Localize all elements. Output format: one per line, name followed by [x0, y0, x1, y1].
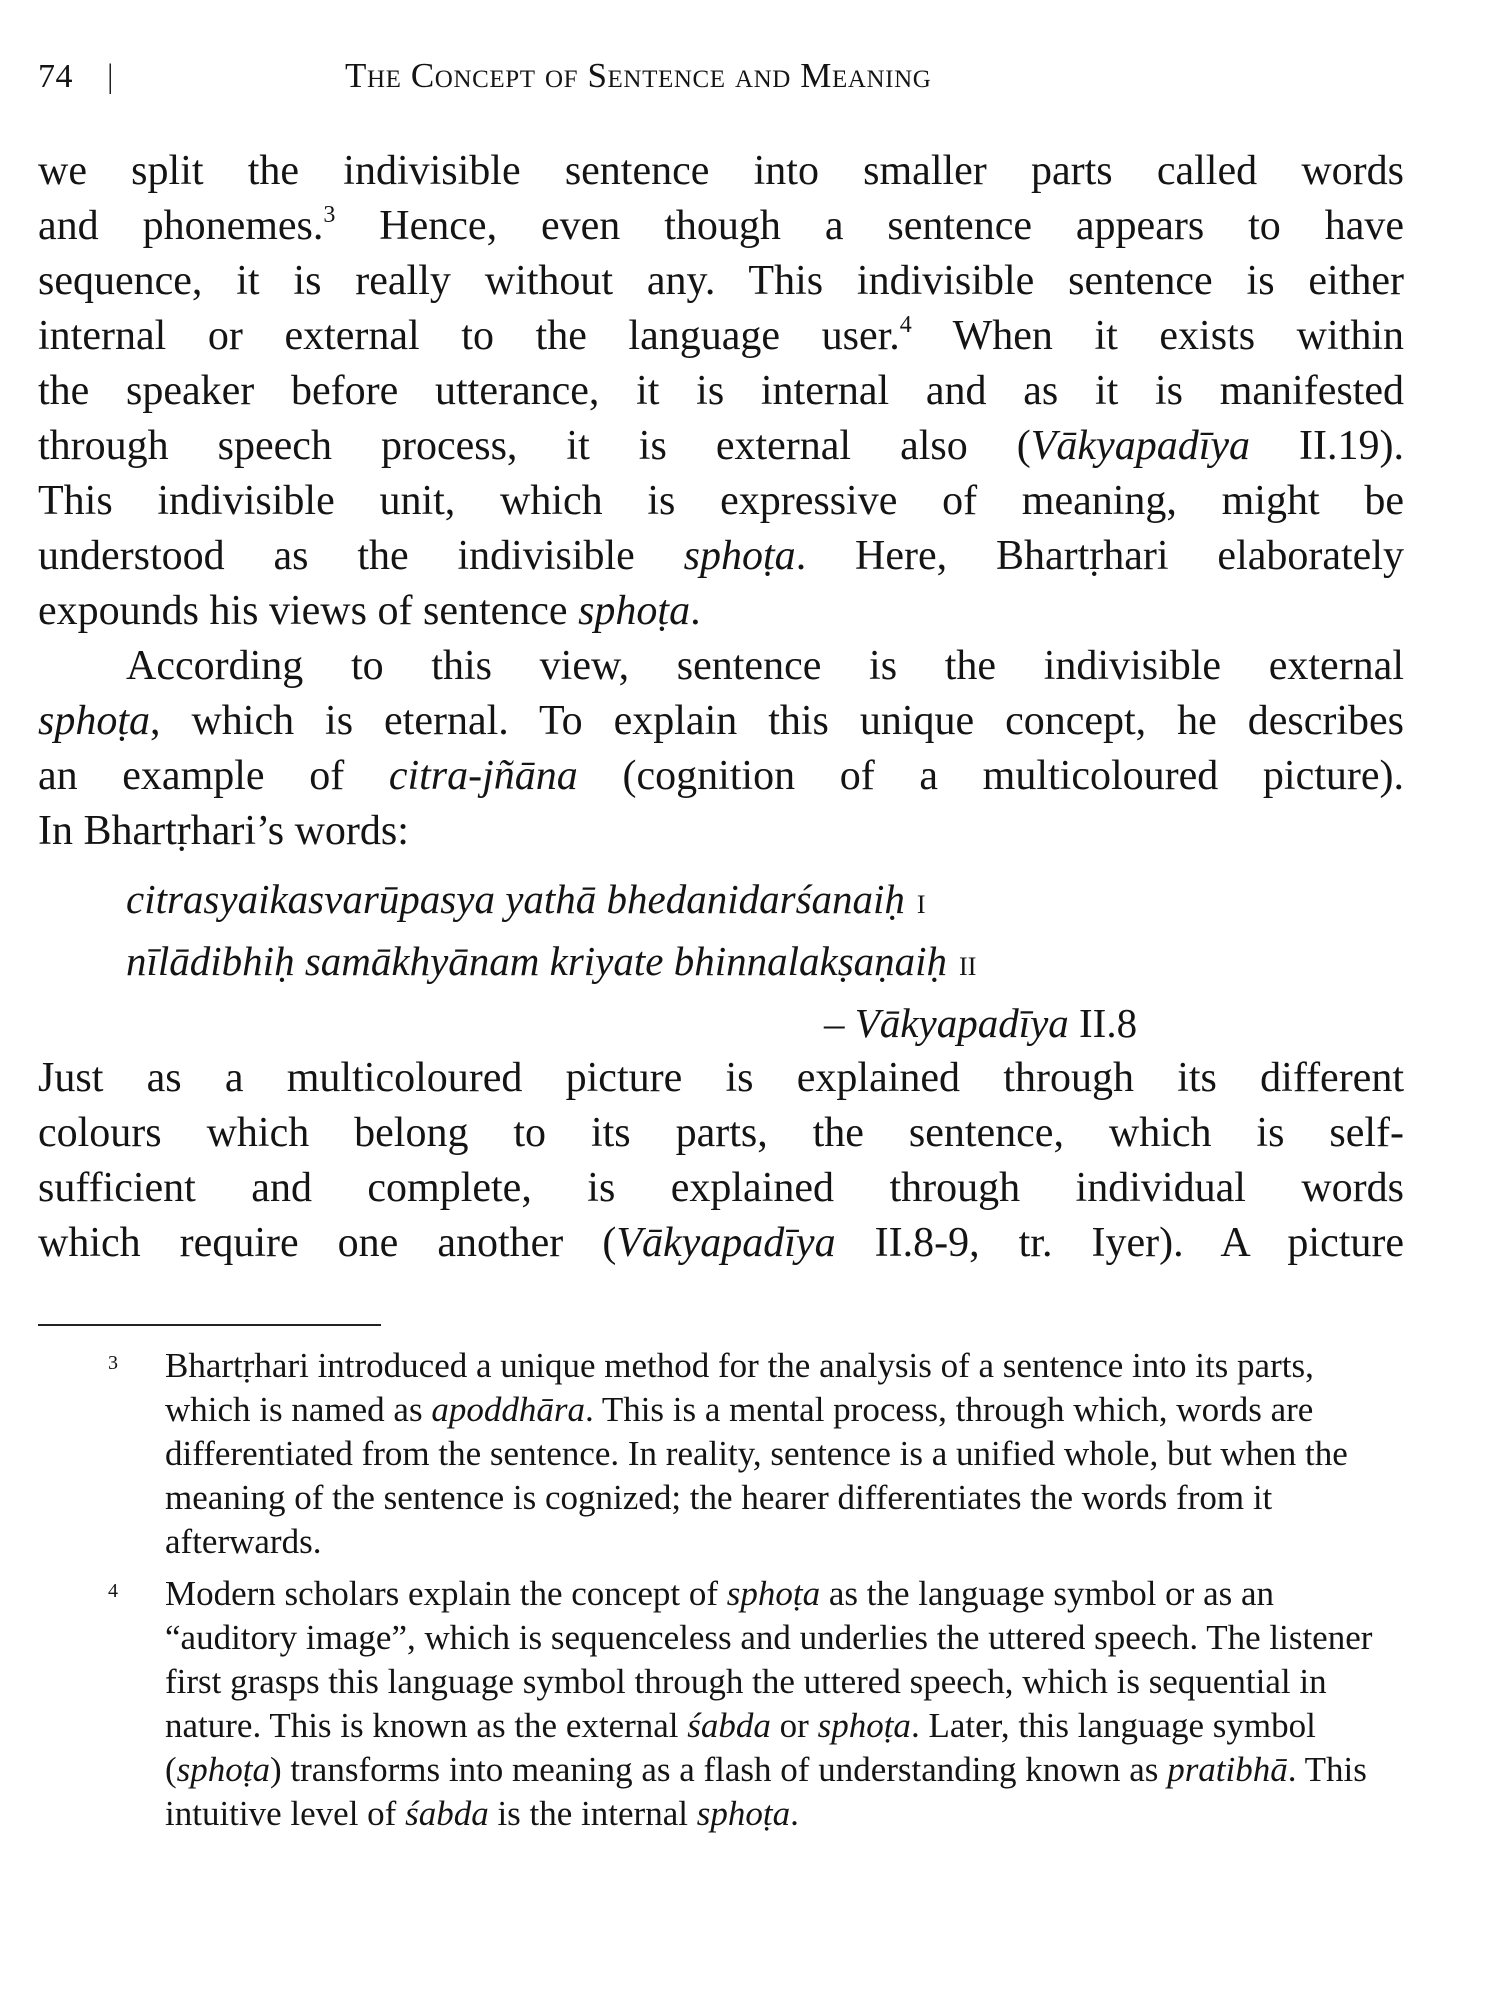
sanskrit-verse — [38, 871, 1404, 1051]
text-line: we split the indivisible sentence into smaller parts called words — [38, 148, 1404, 194]
main-text — [38, 144, 1404, 1271]
footnote-text: Bhartṛhari introduced a unique method for the analysis of a sentence into its parts, which is named as apoddhāra. This is a mental process, through which, words are differentiated from the sentence. In reality, sentence is a unified whole, but when the meaning of the sentence is cognized; the hearer differentiates the words from it afterwards. — [165, 1346, 1348, 1561]
text-line: through speech process, it is external also (Vākyapadīya II.19). — [38, 423, 1404, 469]
paragraph-1 — [38, 144, 1404, 639]
text-line: the speaker before utterance, it is internal and as it is manifested — [38, 368, 1404, 414]
verse-line-2: nīlādibhiḥ samākhyānam kriyate bhinnalakṣaṇaiḥ II — [126, 938, 977, 984]
paragraph-2 — [38, 639, 1404, 859]
text-line: understood as the indivisible sphoṭa. Here, Bhartṛhari elaborately — [38, 533, 1404, 579]
chapter-running-title: The Concept of Sentence and Meaning — [345, 56, 932, 95]
header-separator: | — [108, 58, 113, 95]
text-line: sufficient and complete, is explained through individual words — [38, 1165, 1404, 1211]
footnote-3 — [38, 1344, 1404, 1564]
footnote-number: 3 — [108, 1352, 118, 1374]
text-line: an example of citra-jñāna (cognition of a multicoloured picture). — [38, 753, 1404, 799]
text-line: sequence, it is really without any. This indivisible sentence is either — [38, 258, 1404, 304]
text-line: This indivisible unit, which is expressive of meaning, might be — [38, 478, 1404, 524]
verse-line-1: citrasyaikasvarūpasya yathā bhedanidarśanaiḥ I — [126, 876, 926, 922]
text-line: According to this view, sentence is the indivisible external — [126, 643, 1404, 689]
footnotes — [38, 1344, 1404, 1836]
text-line: colours which belong to its parts, the sentence, which is self- — [38, 1110, 1404, 1156]
footnote-divider — [38, 1324, 381, 1326]
text-line: and phonemes.$^3$ Hence, even though a sentence appears to have — [38, 202, 1404, 249]
text-line: expounds his views of sentence sphoṭa. — [38, 588, 701, 634]
text-line: which require one another (Vākyapadīya II.8-9, tr. Iyer). A picture — [38, 1220, 1405, 1266]
page-number: 74 — [38, 58, 73, 95]
verse-citation: – Vākyapadīya II.8 — [824, 1000, 1138, 1046]
text-line: In Bhartṛhari’s words: — [38, 808, 409, 854]
footnote-ref-3[interactable]: 3 — [323, 202, 336, 228]
double-danda-mark: II — [959, 952, 977, 981]
single-danda-mark: I — [916, 890, 926, 919]
text-line: Just as a multicoloured picture is explained through its different — [38, 1055, 1404, 1101]
footnote-number: 4 — [108, 1580, 118, 1602]
footnote-4 — [38, 1572, 1404, 1836]
paragraph-3 — [38, 1051, 1404, 1271]
footnote-text: Modern scholars explain the concept of sphoṭa as the language symbol or as an “auditory image”, which is sequenceless and underlies the uttered speech. The listener first grasps this language symbol through the uttered speech, which is sequential in nature. This is known as the external śabda or sphoṭa. Later, this language symbol (sphoṭa) transforms into meaning as a flash of understanding known as pratibhā. This intuitive level of śabda is the internal sphoṭa. — [165, 1574, 1373, 1833]
running-header — [38, 56, 1404, 108]
footnote-ref-4[interactable]: 4 — [899, 312, 912, 338]
text-line: internal or external to the language user.$^4$ When it exists within — [38, 312, 1404, 359]
text-line: sphoṭa, which is eternal. To explain this unique concept, he describes — [38, 698, 1404, 744]
